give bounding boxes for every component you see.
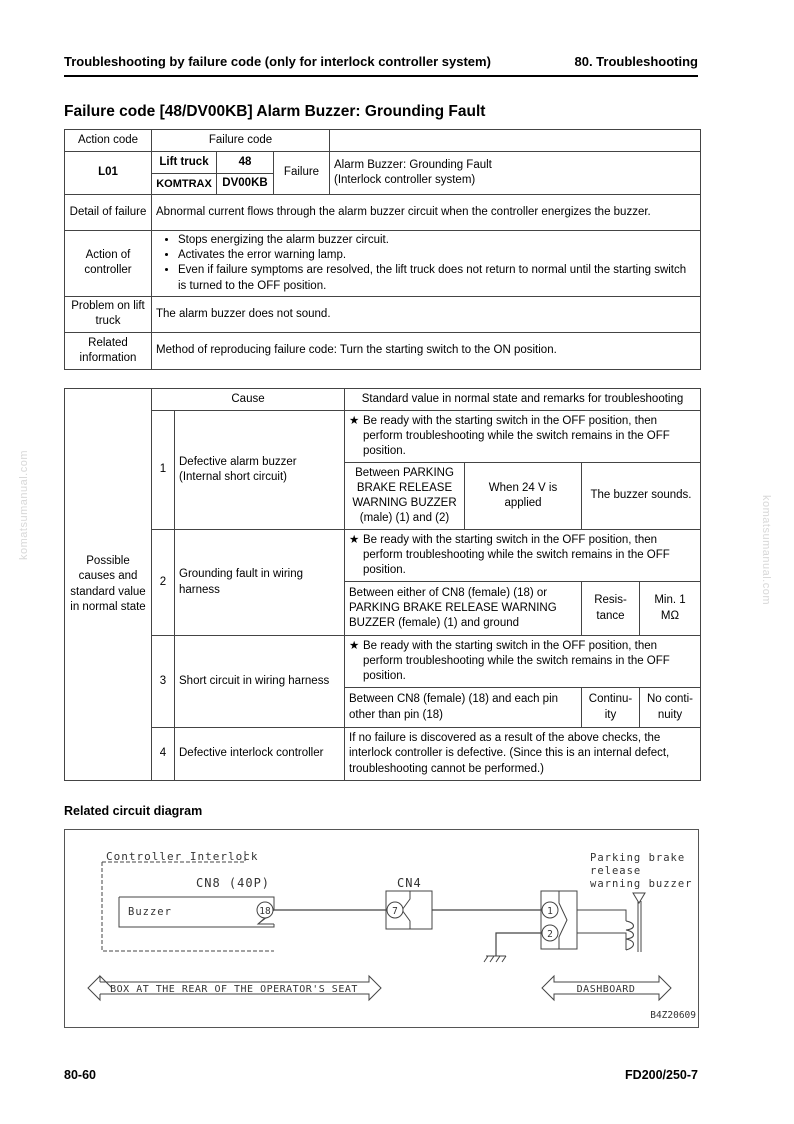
measure-point: Between PARKING BRAKE RELEASE WARNING BUZZER (male) (1) and (2) <box>345 463 465 530</box>
cause-text: Grounding fault in wiring harness <box>175 530 345 636</box>
circuit-diagram <box>64 829 699 1028</box>
cause-number: 2 <box>152 530 175 636</box>
ground-icon <box>484 956 506 962</box>
detail-label: Detail of failure <box>65 195 152 231</box>
ground-wire <box>496 933 542 956</box>
left-arrow-label: BOX AT THE REAR OF THE OPERATOR'S SEAT <box>110 984 358 995</box>
standard-value: Min. 1 MΩ <box>640 582 701 636</box>
star-icon: ★ <box>349 414 360 427</box>
failure-description: Alarm Buzzer: Grounding Fault (Interlock controller system) <box>330 152 701 195</box>
lift-truck-label: Lift truck <box>152 152 217 174</box>
failure-label: Failure <box>274 152 330 195</box>
ready-note: ★ Be ready with the starting switch in the OFF position, then perform troubleshooting while the switch remains in the OFF position. <box>345 636 701 688</box>
related-text: Method of reproducing failure code: Turn the starting switch to the ON position. <box>152 332 701 369</box>
right-arrow-label: DASHBOARD <box>576 984 636 995</box>
measure-point: Between CN8 (female) (18) and each pin other than pin (18) <box>345 688 582 728</box>
cause-number: 3 <box>152 636 175 728</box>
possible-causes-label: Possible causes and standard value in normal state <box>65 389 152 781</box>
watermark-left: komatsumanual.com <box>18 450 30 560</box>
buzzer-symbol-icon <box>633 893 645 903</box>
measure-condition: Resis- tance <box>582 582 640 636</box>
header-rule <box>64 75 698 77</box>
list-item: • Even if failure symptoms are resolved, the lift truck does not return to normal until the starting switch is turned to the OFF position. <box>178 263 696 293</box>
ready-note: ★ Be ready with the starting switch in the OFF position, then perform troubleshooting while the switch remains in the OFF position. <box>345 530 701 582</box>
pin-2-label: 2 <box>547 929 553 940</box>
figure-id: B4Z20609 <box>650 1010 696 1021</box>
ready-note: ★ Be ready with the starting switch in the OFF position, then perform troubleshooting while the switch remains in the OFF position. <box>345 411 701 463</box>
measure-condition: When 24 V is applied <box>465 463 582 530</box>
standard-value: No conti- nuity <box>640 688 701 728</box>
komtrax-code: DV00KB <box>217 174 274 195</box>
cause-number: 1 <box>152 411 175 530</box>
komtrax-label: KOMTRAX <box>152 174 217 195</box>
failure-info-table <box>64 129 701 370</box>
cause-header: Cause <box>152 389 345 411</box>
lift-truck-code: 48 <box>217 152 274 174</box>
cause-note: If no failure is discovered as a result of the above checks, the interlock controller is defective. (Since this is an internal defect, troubleshooting cannot be performed.) <box>345 728 701 781</box>
header-chapter-title: 80. Troubleshooting <box>574 54 698 69</box>
watermark-right: komatsumanual.com <box>760 495 772 605</box>
action-code-label: Action code <box>65 130 152 152</box>
header-section-title: Troubleshooting by failure code (only for interlock controller system) <box>64 54 491 69</box>
standard-value: The buzzer sounds. <box>582 463 701 530</box>
problem-text: The alarm buzzer does not sound. <box>152 296 701 332</box>
page-header <box>64 54 698 69</box>
measure-condition: Continu- ity <box>582 688 640 728</box>
cause-number: 4 <box>152 728 175 781</box>
measure-point: Between either of CN8 (female) (18) or PARKING BRAKE RELEASE WARNING BUZZER (female) (1) and ground <box>345 582 582 636</box>
device-label-line-3: warning buzzer <box>590 878 693 890</box>
action-label: Action of controller <box>65 231 152 297</box>
pin-7-label: 7 <box>392 906 398 917</box>
pin-18-label: 18 <box>259 906 271 917</box>
buzzer-signal-label: Buzzer <box>128 906 172 918</box>
cn8-label: CN8 (40P) <box>196 876 271 890</box>
device-label-line-1: Parking brake <box>590 852 686 864</box>
failure-code-label: Failure code <box>152 130 330 152</box>
controller-label: Controller Interlock <box>106 850 259 863</box>
controller-outline <box>102 851 274 951</box>
pin-1-label: 1 <box>547 906 553 917</box>
buzzer-coil-icon <box>626 921 634 950</box>
action-list <box>152 231 701 297</box>
list-item: • Stops energizing the alarm buzzer circuit. <box>178 233 696 248</box>
problem-label: Problem on lift truck <box>65 296 152 332</box>
standard-header: Standard value in normal state and remarks for troubleshooting <box>345 389 701 411</box>
cause-table <box>64 388 701 781</box>
model-number: FD200/250-7 <box>625 1068 698 1082</box>
cause-text: Short circuit in wiring harness <box>175 636 345 728</box>
cause-text: Defective interlock controller <box>175 728 345 781</box>
device-label-line-2: release <box>590 865 642 877</box>
list-item: • Activates the error warning lamp. <box>178 248 696 263</box>
related-label: Related information <box>65 332 152 369</box>
diagram-heading: Related circuit diagram <box>64 804 203 818</box>
cn4-label: CN4 <box>397 876 422 890</box>
page-title: Failure code [48/DV00KB] Alarm Buzzer: Grounding Fault <box>64 103 486 120</box>
cause-text: Defective alarm buzzer (Internal short circuit) <box>175 411 345 530</box>
action-code-value: L01 <box>65 152 152 195</box>
detail-text: Abnormal current flows through the alarm buzzer circuit when the controller energizes the buzzer. <box>152 195 701 231</box>
page-number: 80-60 <box>64 1068 96 1082</box>
star-icon: ★ <box>349 639 360 652</box>
star-icon: ★ <box>349 533 360 546</box>
